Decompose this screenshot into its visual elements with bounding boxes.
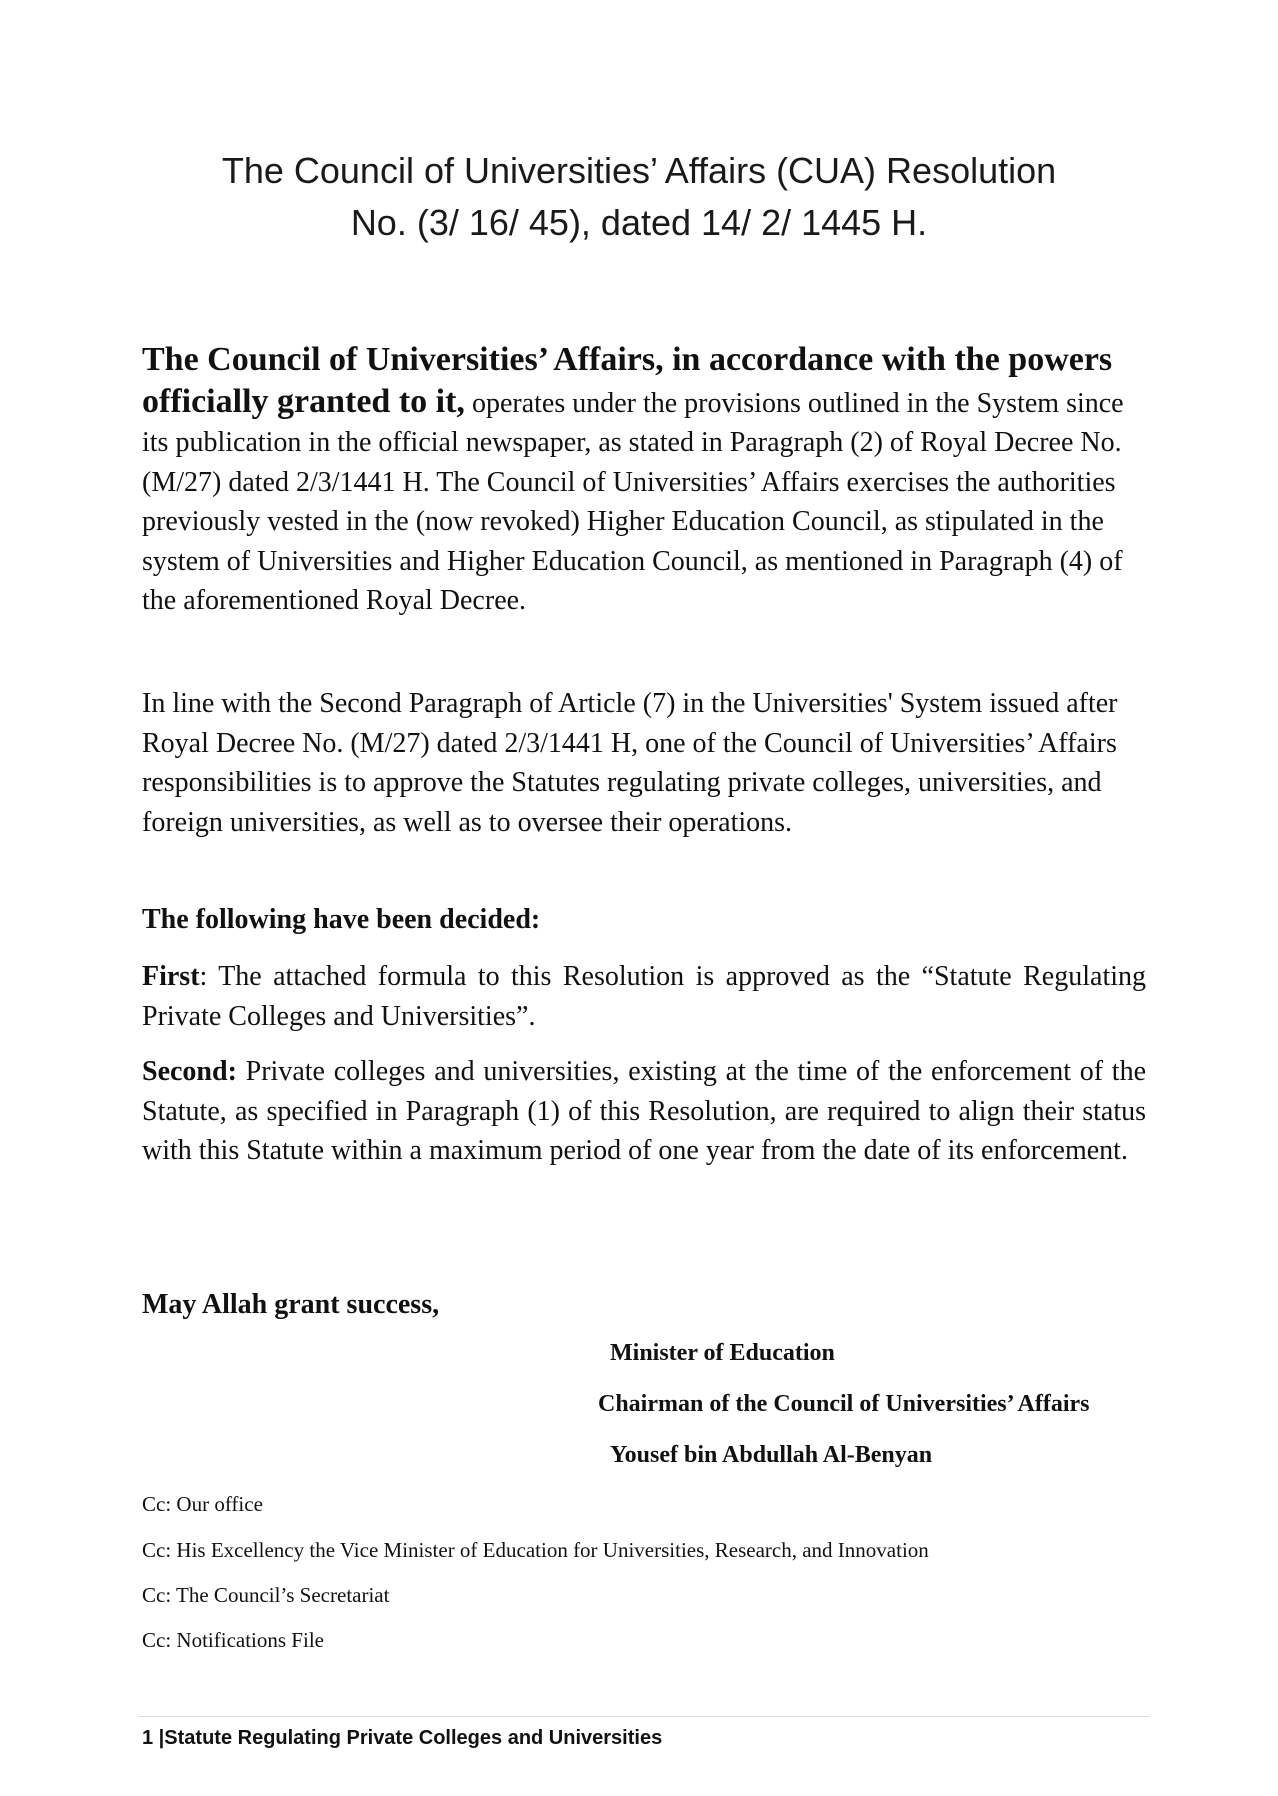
second-text: Private colleges and universities, existing at the time of the enforcement of the Statute, as specified in Paragraph (1) of this Resolution, are required to align their status with this Statute within a maximum period of one year from the date of its enforcement. bbox=[142, 1056, 1146, 1166]
second-clause bbox=[142, 1052, 1146, 1171]
first-text: : The attached formula to this Resolution is approved as the “Statute Regulating Private Colleges and Universities”. bbox=[142, 961, 1146, 1032]
first-clause bbox=[142, 957, 1146, 1036]
intro-lead: The Council of Universities’ Affairs, in accordance with the powers officially granted to it, bbox=[142, 341, 1113, 420]
intro-text: operates under the provisions outlined in the System since its publication in the official newspaper, as stated in Paragraph (2) of Royal Decree No. (M/27) dated 2/3/1441 H. The Council of Universities’ Affairs exercises the authorities previously vested in the (now revoked) Higher Education Council, as stipulated in the system of Universities and Higher Education Council, as mentioned in Paragraph (4) of the aforementioned Royal Decree. bbox=[142, 387, 1124, 616]
signature-role: Chairman of the Council of Universities’ Affairs bbox=[598, 1391, 1090, 1417]
second-label: Second: bbox=[142, 1056, 237, 1087]
page-number: 1 bbox=[142, 1727, 154, 1749]
closing-line: May Allah grant success, bbox=[142, 1289, 440, 1320]
footer-divider bbox=[138, 1716, 1150, 1717]
cc-line: Cc: Our office bbox=[142, 1492, 263, 1516]
title-line-2: No. (3/ 16/ 45), dated 14/ 2/ 1445 H. bbox=[350, 202, 928, 243]
first-label: First bbox=[142, 961, 200, 992]
footer-separator: | bbox=[153, 1727, 165, 1749]
cc-line: Cc: Notifications File bbox=[142, 1628, 324, 1652]
footer-title: Statute Regulating Private Colleges and Universities bbox=[164, 1727, 663, 1749]
intro-paragraph bbox=[142, 340, 1146, 621]
cc-line: Cc: The Council’s Secretariat bbox=[142, 1583, 390, 1607]
paragraph-2: In line with the Second Paragraph of Article (7) in the Universities' System issued after Royal Decree No. (M/27) dated 2/3/1441 H, one of the Council of Universities’ Affairs responsibilities is to approve the Statutes regulating private colleges, universities, and foreign universities, as well as to oversee their operations. bbox=[142, 688, 1118, 838]
decided-heading: The following have been decided: bbox=[142, 904, 541, 935]
signature-name: Yousef bin Abdullah Al-Benyan bbox=[610, 1442, 933, 1468]
page-footer bbox=[142, 1725, 662, 1751]
signature-title: Minister of Education bbox=[610, 1340, 835, 1366]
cc-line: Cc: His Excellency the Vice Minister of Education for Universities, Research, and Innovation bbox=[142, 1538, 929, 1562]
title-line-1: The Council of Universities’ Affairs (CUA) Resolution bbox=[221, 150, 1057, 191]
